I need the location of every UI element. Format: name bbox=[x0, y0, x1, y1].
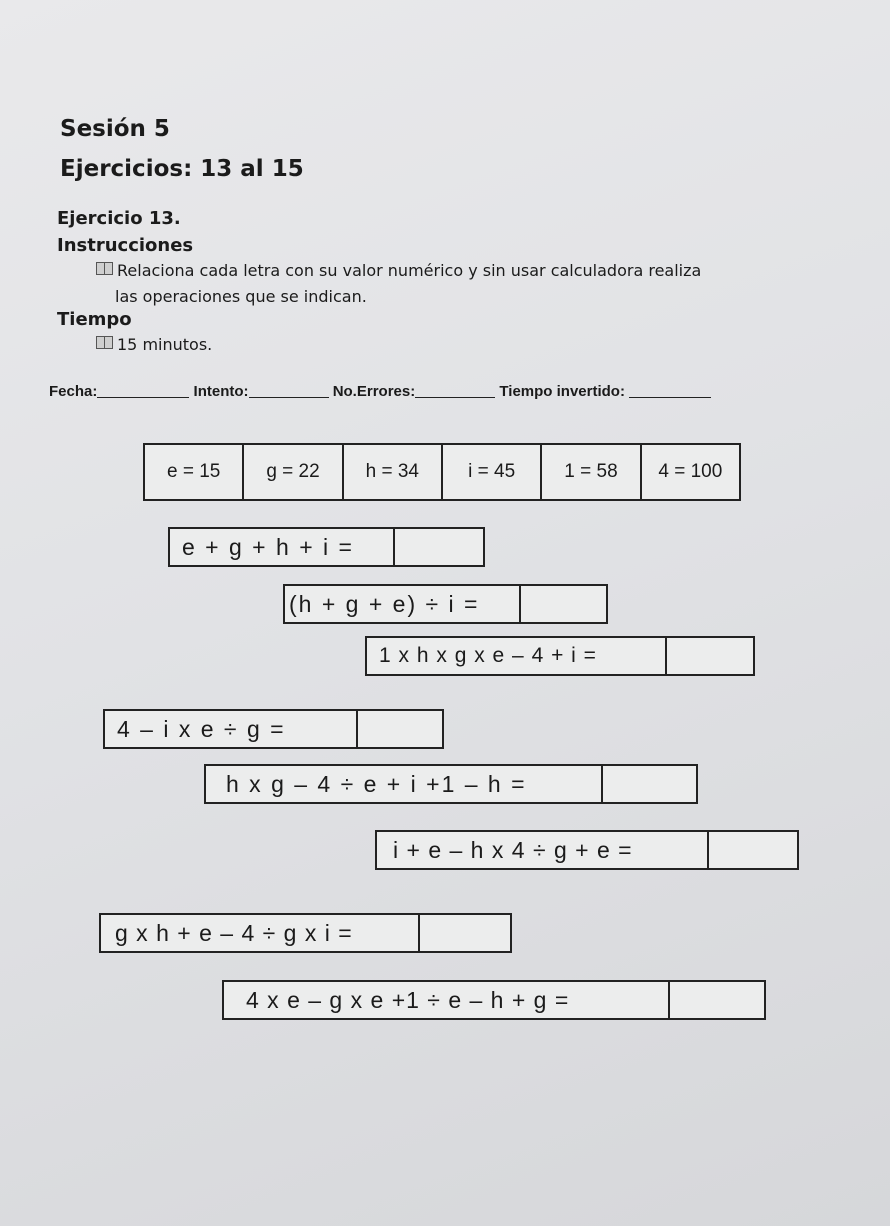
exercise-title: Ejercicio 13. bbox=[57, 208, 181, 229]
date-blank[interactable] bbox=[97, 383, 189, 398]
equation-expression: 4 x e – g x e +1 ÷ e – h + g = bbox=[224, 982, 670, 1018]
instructions-line-1: Relaciona cada letra con su valor numérico y sin usar calculadora realiza bbox=[96, 261, 701, 280]
equation-expression: 4 – i x e ÷ g = bbox=[105, 711, 358, 747]
errors-label: No.Errores: bbox=[332, 383, 416, 400]
exercises-title: Ejercicios: 13 al 15 bbox=[60, 156, 304, 182]
attempt-blank[interactable] bbox=[249, 383, 329, 398]
values-table bbox=[143, 443, 741, 501]
equation-expression: e + g + h + i = bbox=[170, 529, 395, 565]
book-icon bbox=[96, 262, 113, 275]
equation-row bbox=[365, 636, 755, 676]
time-value: 15 minutos. bbox=[96, 335, 212, 354]
value-cell: e = 15 bbox=[145, 445, 244, 499]
errors-blank[interactable] bbox=[415, 383, 495, 398]
date-label: Fecha: bbox=[49, 383, 98, 400]
equation-row bbox=[99, 913, 512, 953]
value-cell: h = 34 bbox=[344, 445, 443, 499]
session-title: Sesión 5 bbox=[60, 116, 170, 142]
answer-box[interactable] bbox=[670, 982, 764, 1018]
answer-box[interactable] bbox=[667, 638, 753, 674]
equation-expression: i + e – h x 4 ÷ g + e = bbox=[377, 832, 709, 868]
answer-box[interactable] bbox=[709, 832, 797, 868]
time-spent-blank[interactable] bbox=[629, 383, 711, 398]
book-icon bbox=[96, 336, 113, 349]
info-line bbox=[49, 383, 711, 400]
instructions-label: Instrucciones bbox=[57, 235, 194, 256]
equation-expression: 1 x h x g x e – 4 + i = bbox=[367, 638, 667, 674]
equation-expression: g x h + e – 4 ÷ g x i = bbox=[101, 915, 420, 951]
equation-row bbox=[168, 527, 485, 567]
equation-row bbox=[283, 584, 608, 624]
equation-row bbox=[103, 709, 444, 749]
attempt-label: Intento: bbox=[193, 383, 249, 400]
equation-expression: h x g – 4 ÷ e + i +1 – h = bbox=[206, 766, 603, 802]
value-cell: 4 = 100 bbox=[658, 461, 723, 482]
answer-box[interactable] bbox=[395, 529, 483, 565]
time-label: Tiempo bbox=[57, 309, 132, 330]
equation-expression: (h + g + e) ÷ i = bbox=[285, 586, 521, 622]
answer-box[interactable] bbox=[358, 711, 442, 747]
equation-row bbox=[222, 980, 766, 1020]
equation-row bbox=[375, 830, 799, 870]
time-spent-label: Tiempo invertido: bbox=[499, 383, 625, 400]
answer-box[interactable] bbox=[521, 586, 606, 622]
equation-row bbox=[204, 764, 698, 804]
answer-box[interactable] bbox=[420, 915, 510, 951]
answer-box[interactable] bbox=[603, 766, 696, 802]
instructions-line-2: las operaciones que se indican. bbox=[115, 287, 367, 306]
value-cell: 1 = 58 bbox=[542, 445, 641, 499]
value-cell: i = 45 bbox=[443, 445, 542, 499]
value-cell: g = 22 bbox=[244, 445, 343, 499]
